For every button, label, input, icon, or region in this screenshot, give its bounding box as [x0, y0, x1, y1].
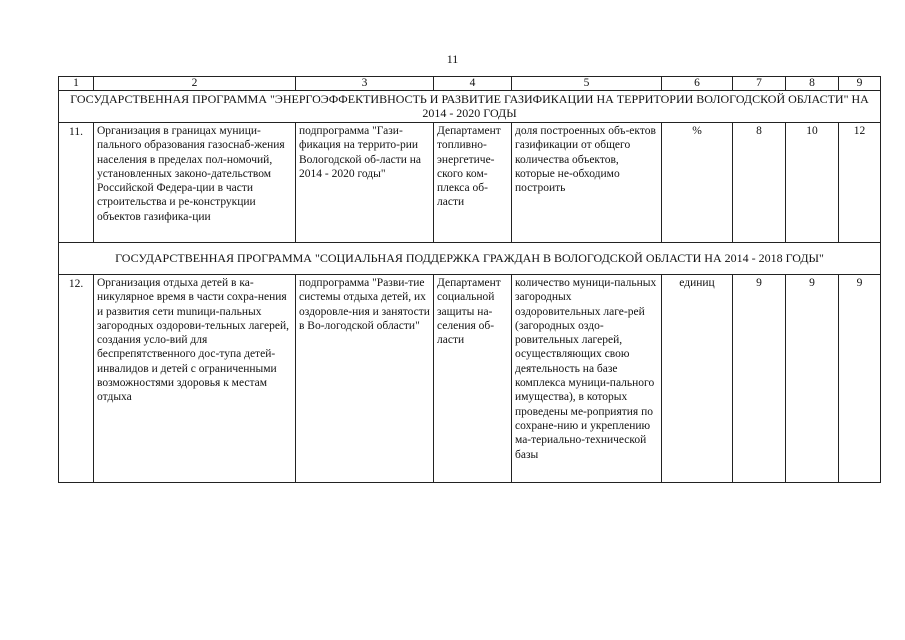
section-title: ГОСУДАРСТВЕННАЯ ПРОГРАММА "СОЦИАЛЬНАЯ ПОДДЕРЖКА ГРАЖДАН В ВОЛОГОДСКОЙ ОБЛАСТИ НА 2014 - 2018 ГОДЫ"	[59, 243, 881, 275]
table-row	[59, 123, 881, 243]
executor-cell: Департамент топливно-энергетиче-ского ком-плекса об-ласти	[434, 123, 512, 243]
indicator-cell: доля построенных объ-ектов газификации от общего количества объектов, которые не-обходимо построить	[512, 123, 662, 243]
indicator-cell: количество муници-пальных загородных оздоровительных лаге-рей (загородных оздо-ровительных лагерей, осуществляющих свою деятельность на базе комплекса муници-пального имущества), в которых проведены ме-роприятия по сохране-нию и укреплению ма-териально-технической базы	[512, 275, 662, 483]
column-number: 9	[839, 77, 881, 91]
section-title-row	[59, 243, 881, 275]
column-number: 1	[59, 77, 94, 91]
value-cell: 9	[786, 275, 839, 483]
page-number: 11	[446, 52, 459, 66]
column-number: 2	[94, 77, 296, 91]
value-cell: 9	[839, 275, 881, 483]
column-number: 3	[296, 77, 434, 91]
section-title: ГОСУДАРСТВЕННАЯ ПРОГРАММА "ЭНЕРГОЭФФЕКТИВНОСТЬ И РАЗВИТИЕ ГАЗИФИКАЦИИ НА ТЕРРИТОРИИ ВОЛОГОДСКОЙ ОБЛАСТИ" НА 2014 - 2020 ГОДЫ	[59, 91, 881, 123]
row-number: 12.	[59, 275, 94, 483]
unit-cell: единиц	[662, 275, 733, 483]
table-row	[59, 275, 881, 483]
column-number: 6	[662, 77, 733, 91]
section-title-row	[59, 91, 881, 123]
unit-cell: %	[662, 123, 733, 243]
column-number: 7	[733, 77, 786, 91]
task-cell: Организация отдыха детей в ка-никулярное время в части сохра-нения и развития сети munици-пальных загородных оздорови-тельных лагерей, создания усло-вий для беспрепятственного дос-тупа детей-инвалидов и детей с ограниченными возможностями здоровья к местам отдыха	[94, 275, 296, 483]
row-number: 11.	[59, 123, 94, 243]
program-indicators-table	[58, 76, 881, 483]
value-cell: 12	[839, 123, 881, 243]
column-number: 4	[434, 77, 512, 91]
column-number: 8	[786, 77, 839, 91]
subprogram-cell: подпрограмма "Разви-тие системы отдыха детей, их оздоровле-ния и занятости в Во-логодской области"	[296, 275, 434, 483]
task-cell: Организация в границах муници-пального образования газоснаб-жения населения в пределах пол-номочий, установленных законо-дательством Российской Федера-ции в части строительства и ре-конструкции объектов газифика-ции	[94, 123, 296, 243]
column-number-row	[59, 77, 881, 91]
value-cell: 9	[733, 275, 786, 483]
column-number: 5	[512, 77, 662, 91]
executor-cell: Департамент социальной защиты на-селения об-ласти	[434, 275, 512, 483]
subprogram-cell: подпрограмма "Гази-фикация на террито-рии Вологодской об-ласти на 2014 - 2020 годы"	[296, 123, 434, 243]
value-cell: 8	[733, 123, 786, 243]
value-cell: 10	[786, 123, 839, 243]
